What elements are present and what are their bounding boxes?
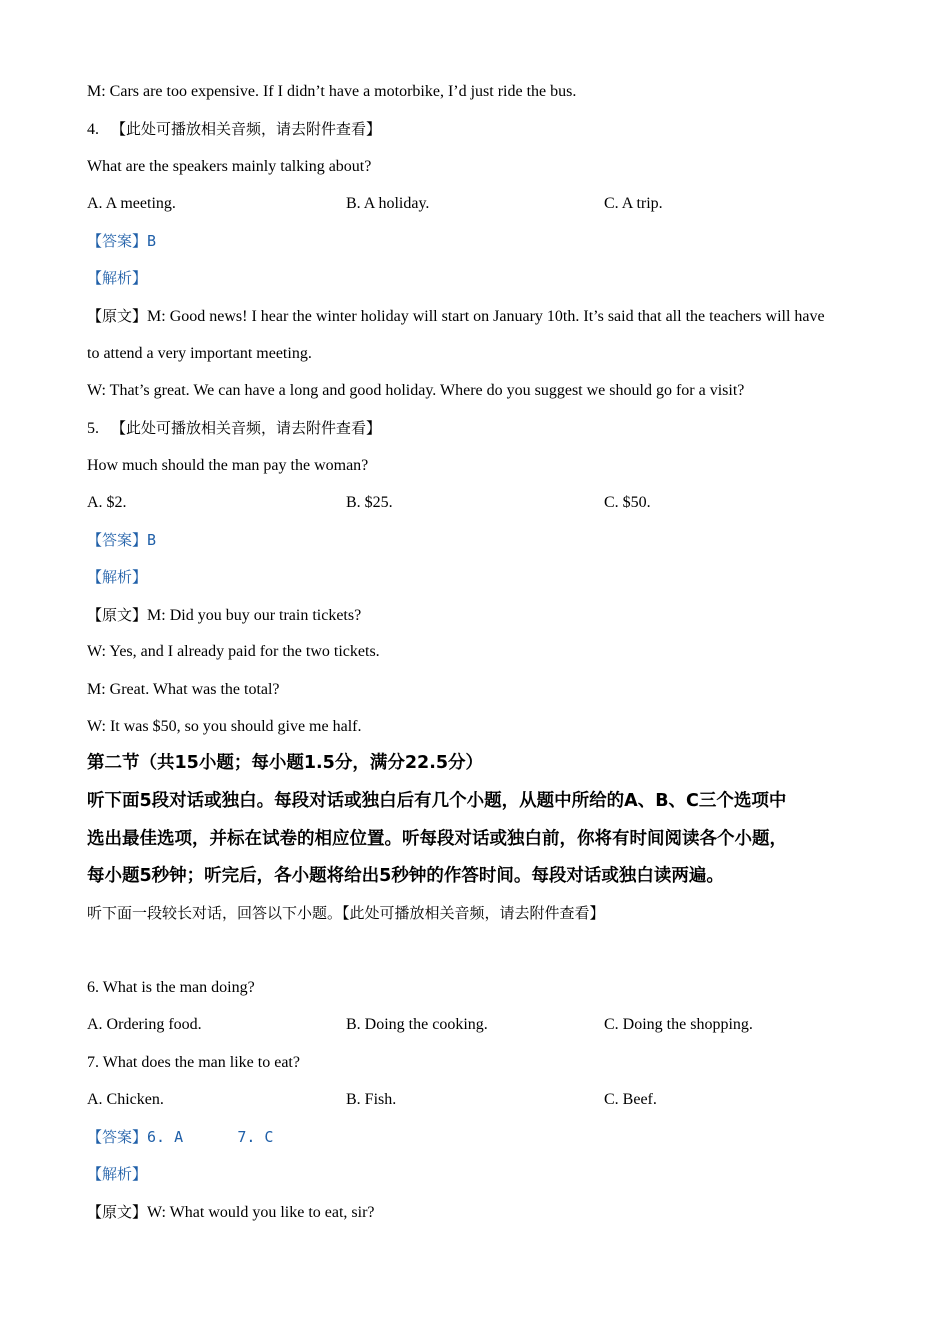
answer-line (87, 530, 156, 551)
transcript-line: W: Yes, and I already paid for the two tickets. (87, 643, 380, 660)
long-dialogue-intro: 听下面一段较长对话，回答以下小题。【此处可播放相关音频，请去附件查看】 (87, 904, 605, 922)
option-a: A. A meeting. (87, 195, 176, 212)
option-c: C. A trip. (604, 195, 663, 212)
analysis-tag: 【解析】 (87, 1165, 148, 1183)
answer-value: 6. A 7. C (147, 1128, 274, 1146)
section-2-instructions: 每小题5秒钟；听完后，各小题将给出5秒钟的作答时间。每段对话或独白读两遍。 (87, 866, 724, 886)
answer-tag: 【答案】 (87, 531, 148, 549)
transcript-text: M: Good news! I hear the winter holiday will start on January 10th. It’s said that all the teachers will have (147, 308, 825, 325)
option-b: B. A holiday. (346, 195, 430, 212)
audio-placeholder[interactable]: 【此处可播放相关音频，请去附件查看】 (111, 419, 382, 437)
option-a: A. $2. (87, 494, 127, 511)
answer-value: B (147, 531, 157, 549)
question-5-header (87, 418, 381, 439)
question-4-header (87, 119, 381, 140)
answer-tag: 【答案】 (87, 232, 148, 250)
audio-placeholder[interactable]: 【此处可播放相关音频，请去附件查看】 (111, 120, 382, 138)
transcript-line (87, 1202, 375, 1223)
question-4-text: What are the speakers mainly talking about? (87, 158, 372, 175)
answer-tag: 【答案】 (87, 1128, 148, 1146)
transcript-line: to attend a very important meeting. (87, 345, 312, 362)
transcript-line: M: Great. What was the total? (87, 681, 280, 698)
option-b: B. Doing the cooking. (346, 1016, 488, 1033)
analysis-tag: 【解析】 (87, 269, 148, 287)
option-b: B. Fish. (346, 1091, 397, 1108)
section-2-instructions: 听下面5段对话或独白。每段对话或独白后有几个小题，从题中所给的A、B、C三个选项中 (87, 791, 787, 811)
transcript-line: W: It was $50, so you should give me half. (87, 718, 362, 735)
transcript-text: M: Did you buy our train tickets? (147, 607, 362, 624)
section-2-title: 第二节（共15小题；每小题1.5分，满分22.5分） (87, 753, 484, 773)
dialogue-line: M: Cars are too expensive. If I didn’t have a motorbike, I’d just ride the bus. (87, 83, 577, 100)
answer-line (87, 231, 156, 252)
question-7-text: 7. What does the man like to eat? (87, 1054, 300, 1071)
transcript-line (87, 306, 825, 327)
transcript-line (87, 605, 361, 626)
option-c: C. Beef. (604, 1091, 657, 1108)
question-number: 5. (87, 420, 99, 437)
answer-value: B (147, 232, 157, 250)
option-a: A. Chicken. (87, 1091, 164, 1108)
section-2-instructions: 选出最佳选项，并标在试卷的相应位置。听每段对话或独白前，你将有时间阅读各个小题， (87, 829, 787, 849)
option-c: C. $50. (604, 494, 651, 511)
option-b: B. $25. (346, 494, 393, 511)
question-5-text: How much should the man pay the woman? (87, 457, 369, 474)
option-a: A. Ordering food. (87, 1016, 202, 1033)
answer-line (87, 1127, 273, 1148)
transcript-line: W: That’s great. We can have a long and good holiday. Where do you suggest we should go for a visit? (87, 382, 745, 399)
transcript-text: W: What would you like to eat, sir? (147, 1204, 375, 1221)
question-6-text: 6. What is the man doing? (87, 979, 255, 996)
transcript-tag: 【原文】 (87, 606, 148, 624)
option-c: C. Doing the shopping. (604, 1016, 753, 1033)
transcript-tag: 【原文】 (87, 1203, 148, 1221)
transcript-tag: 【原文】 (87, 307, 148, 325)
question-number: 4. (87, 121, 99, 138)
analysis-tag: 【解析】 (87, 568, 148, 586)
